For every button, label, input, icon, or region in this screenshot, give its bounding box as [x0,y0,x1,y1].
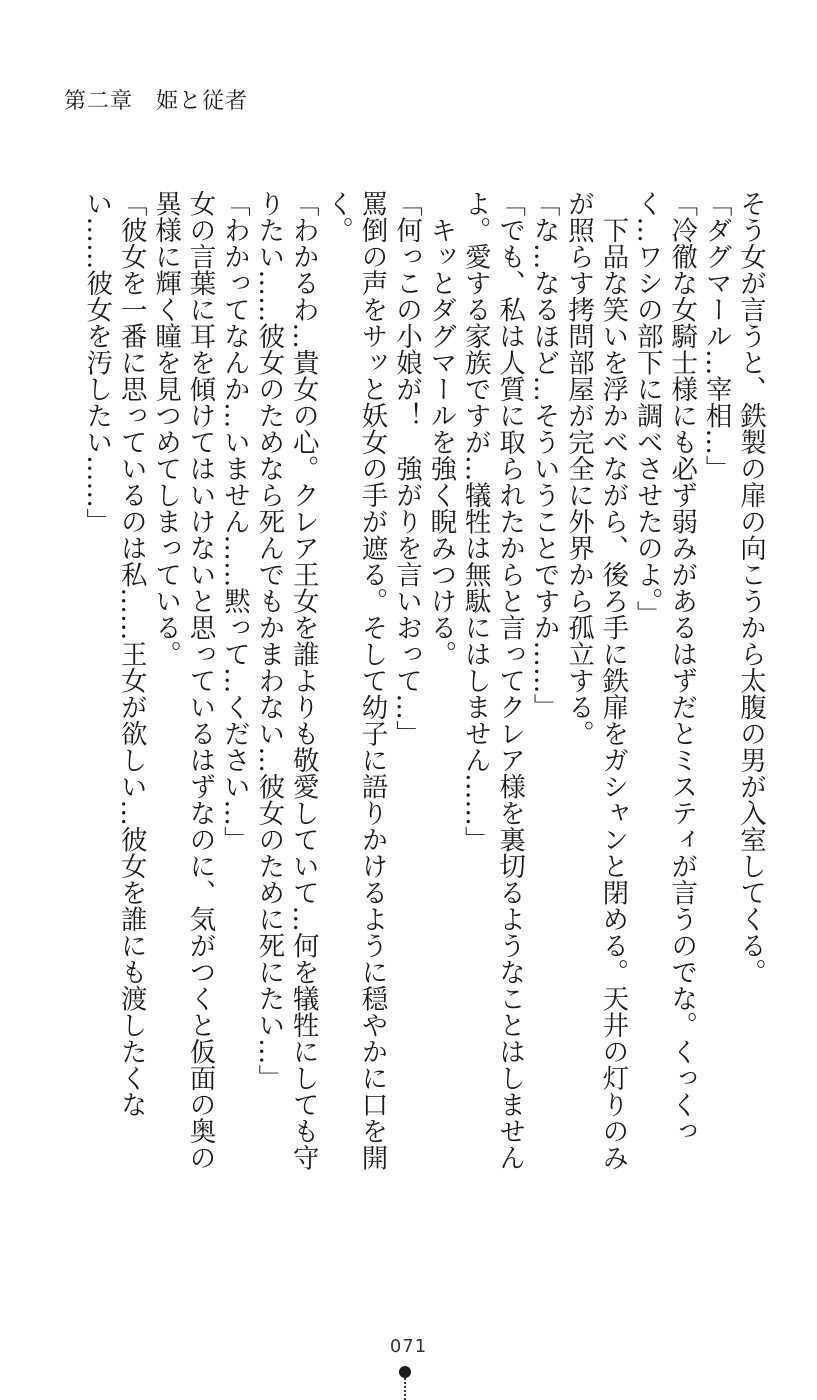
paragraph: キッとダグマールを強く睨みつける。 [425,190,457,667]
paragraph: 「彼女を一番に思っているのは私……王女が欲しい…彼女を誰にも渡したくない……彼女を汚したい……」 [81,190,147,1118]
page-number: 071 [389,1336,428,1357]
body-text [47,190,767,1190]
paragraph: 罵倒の声をサッと妖女の手が遮る。そして幼子に語りかけるように穏やかに口を開く。 [322,190,388,1171]
paragraph: 女の言葉に耳を傾けてはいけないと思っているはずなのに、気がつくと仮面の奥の異様に輝く瞳を見つめてしまっている。 [150,190,216,1171]
paragraph: 下品な笑いを浮かべながら、後ろ手に鉄扉をガシャンと閉める。天井の灯りのみが照らす拷問部屋が完全に外界から孤立する。 [562,190,629,1171]
paragraph: そう女が言うと、鉄製の扉の向こうから太腹の男が入室してくる。 [735,190,766,985]
paragraph: 「何っこの小娘が！ 強がりを言いおって…」 [390,190,422,747]
paragraph: 「ダグマール…宰相…」 [700,190,732,482]
chapter-header: 第二章 姫と従者 [64,89,249,114]
paragraph: 「な…なるほど…そういうことですか……」 [528,190,560,720]
page-marker-line [404,1378,406,1400]
paragraph: 「わかってなんか…いません……黙って…ください…」 [218,190,250,853]
paragraph: 「わかるわ…貴女の心。クレア王女を誰よりも敬愛していて…何を犠牲にしても守りたい……彼女のためなら死んでもかまわない…彼女のために死にたい…」 [253,190,319,1171]
paragraph: 「でも、私は人質に取られたからと言ってクレア様を裏切るようなことはしませんよ。愛する家族ですが…犠牲は無駄にはしません……」 [459,190,526,1171]
paragraph: 「冷徹な女騎士様にも必ず弱みがあるはずだとミスティが言うのでな。くっくっく…ワシの部下に調べさせたのよ。」 [631,190,698,1144]
page-marker-dot [399,1366,411,1378]
